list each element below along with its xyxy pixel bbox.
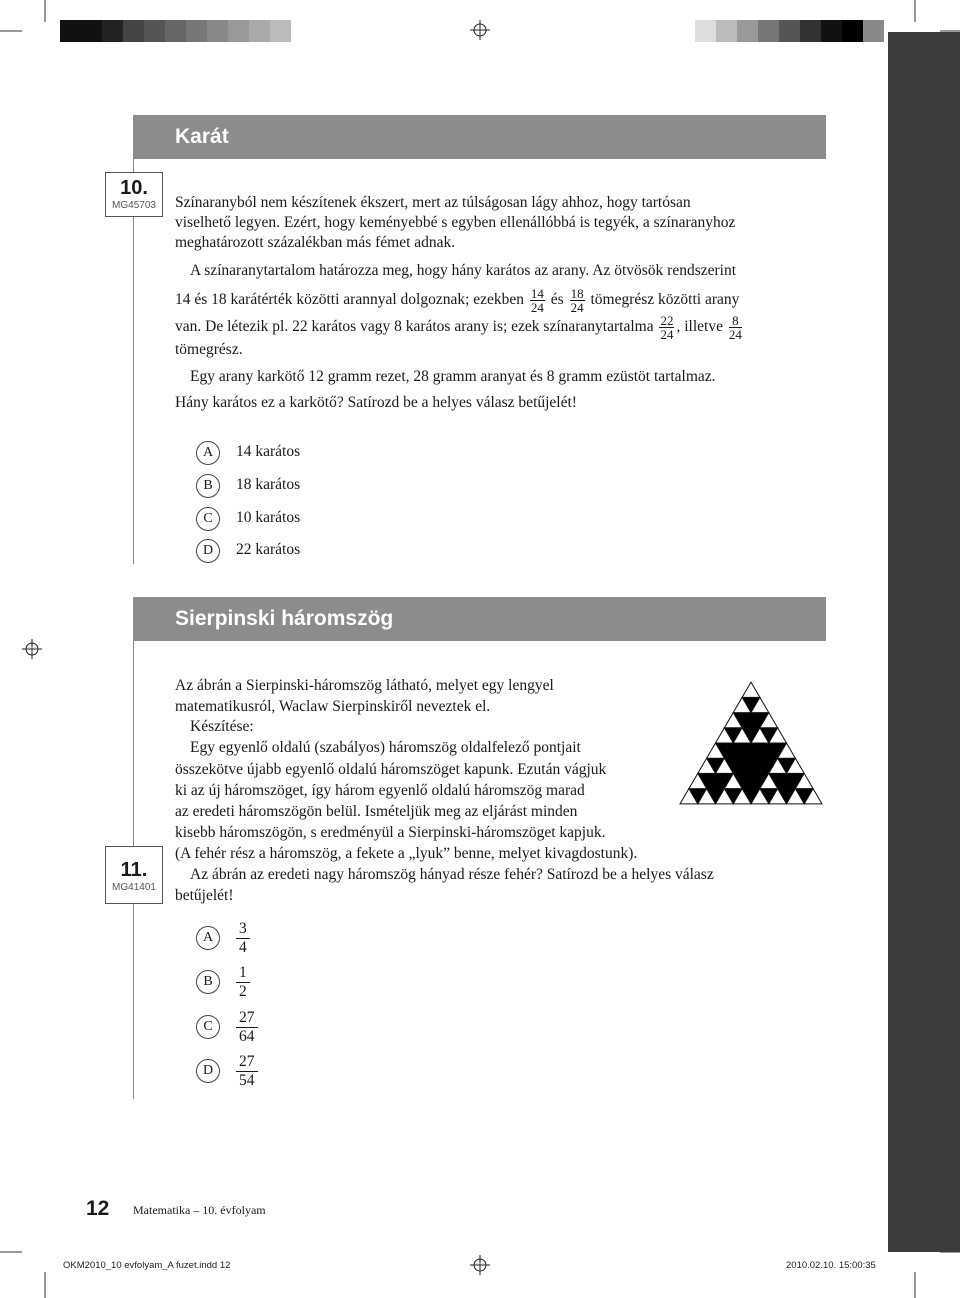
paragraph-line-with-fractions xyxy=(175,287,739,314)
option-fraction: 27 54 xyxy=(236,1053,258,1090)
paragraph-line: Színaranyból nem készítenek ékszert, mert az túlságosan lágy ahhoz, hogy tartósan xyxy=(175,194,691,211)
print-slug-date: 2010.02.10. 15:00:35 xyxy=(786,1260,876,1271)
section-title: Sierpinski háromszög xyxy=(175,607,394,630)
text: , illetve xyxy=(676,318,723,336)
page-edge-bar xyxy=(888,32,960,1252)
question-box xyxy=(105,846,163,904)
section-divider-line xyxy=(133,159,134,564)
sierpinski-triangle-figure xyxy=(678,680,824,806)
text: 14 és 18 karátérték közötti arannyal dolgoznak; ezekben xyxy=(175,291,525,309)
option-letter-circle[interactable]: B xyxy=(196,970,220,994)
text: tömegrész közötti arany xyxy=(590,291,740,309)
paragraph-line: A színaranytartalom határozza meg, hogy hány karátos az arany. Az ötvösök rendszerint xyxy=(190,262,737,279)
paragraph-line: Hány karátos ez a karkötő? Satírozd be a helyes válasz betűjelét! xyxy=(175,394,577,411)
paragraph-line: (A fehér rész a háromszög, a fekete a „lyuk” benne, melyet kivagdostunk). xyxy=(175,845,638,862)
question-code: MG45703 xyxy=(112,200,156,211)
paragraph-line: az eredeti háromszögön belül. Ismételjük meg az eljárást minden xyxy=(175,803,578,820)
question-number: 11. xyxy=(120,859,148,881)
paragraph-line: Készítése: xyxy=(190,718,254,735)
section-title: Karát xyxy=(175,125,229,148)
paragraph-line-with-fractions xyxy=(175,314,744,341)
option-text: 10 karátos xyxy=(236,509,301,526)
paragraph-line: matematikusról, Waclaw Sierpinskiről neveztek el. xyxy=(175,698,491,715)
footer-subject: Matematika – 10. évfolyam xyxy=(133,1203,266,1217)
question-box xyxy=(105,172,163,217)
option-text: 14 karátos xyxy=(236,443,301,460)
paragraph-line: kisebb háromszögön, s eredményül a Sierpinski-háromszöget kapjuk. xyxy=(175,824,606,841)
paragraph-line: tömegrész. xyxy=(175,341,243,358)
paragraph-line: betűjelét! xyxy=(175,887,234,904)
text: van. De létezik pl. 22 karátos vagy 8 karátos arany is; ezek színaranytartalma xyxy=(175,318,654,336)
paragraph-line: Az ábrán a Sierpinski-háromszög látható, melyet egy lengyel xyxy=(175,677,554,694)
section-heading-sierpinski xyxy=(133,597,826,641)
question-code: MG41401 xyxy=(112,882,156,893)
option-fraction: 27 64 xyxy=(236,1009,258,1046)
option-letter-circle[interactable]: D xyxy=(196,1059,220,1083)
fraction: $\frac{18}{24}$ xyxy=(570,286,584,315)
print-slug-file: OKM2010_10 evfolyam_A fuzet.indd 12 xyxy=(63,1260,231,1271)
option-letter-circle[interactable]: B xyxy=(196,474,220,498)
question-number: 10. xyxy=(120,177,148,199)
paragraph-line: ki az új háromszöget, így három egyenlő oldalú háromszög marad xyxy=(175,782,585,799)
option-letter-circle[interactable]: C xyxy=(196,1015,220,1039)
text: és xyxy=(550,291,564,309)
paragraph-line: Az ábrán az eredeti nagy háromszög hányad része fehér? Satírozd be a helyes válasz xyxy=(190,866,714,883)
option-letter-circle[interactable]: D xyxy=(196,539,220,563)
option-text: 22 karátos xyxy=(236,541,301,558)
option-text: 18 karátos xyxy=(236,476,301,493)
paragraph-line: viselhető legyen. Ezért, hogy keményebbé s egyben ellenállóbbá is tegyék, a színaranyhoz xyxy=(175,214,736,231)
sierpinski-triangle xyxy=(680,682,822,804)
paragraph-line: Egy egyenlő oldalú (szabályos) háromszög oldalfelező pontjait xyxy=(190,739,581,756)
option-fraction: 3 4 xyxy=(236,920,250,957)
paragraph-line: összekötve újabb egyenlő oldalú háromszöget kapunk. Ezután vágjuk xyxy=(175,761,607,778)
fraction: $\frac{22}{24}$ xyxy=(660,313,674,342)
paragraph-line: meghatározott százalékban más fémet adnak. xyxy=(175,234,456,251)
paragraph-line: Egy arany karkötő 12 gramm rezet, 28 gramm aranyat és 8 gramm ezüstöt tartalmaz. xyxy=(190,368,716,385)
page-number: 12 xyxy=(86,1197,110,1220)
option-fraction: 1 2 xyxy=(236,964,250,1001)
option-letter-circle[interactable]: A xyxy=(196,441,220,465)
option-letter-circle[interactable]: C xyxy=(196,507,220,531)
option-letter-circle[interactable]: A xyxy=(196,926,220,950)
fraction: $\frac{14}{24}$ xyxy=(530,286,544,315)
fraction: $\frac{8}{24}$ xyxy=(728,313,742,342)
section-heading-karat xyxy=(133,115,826,159)
